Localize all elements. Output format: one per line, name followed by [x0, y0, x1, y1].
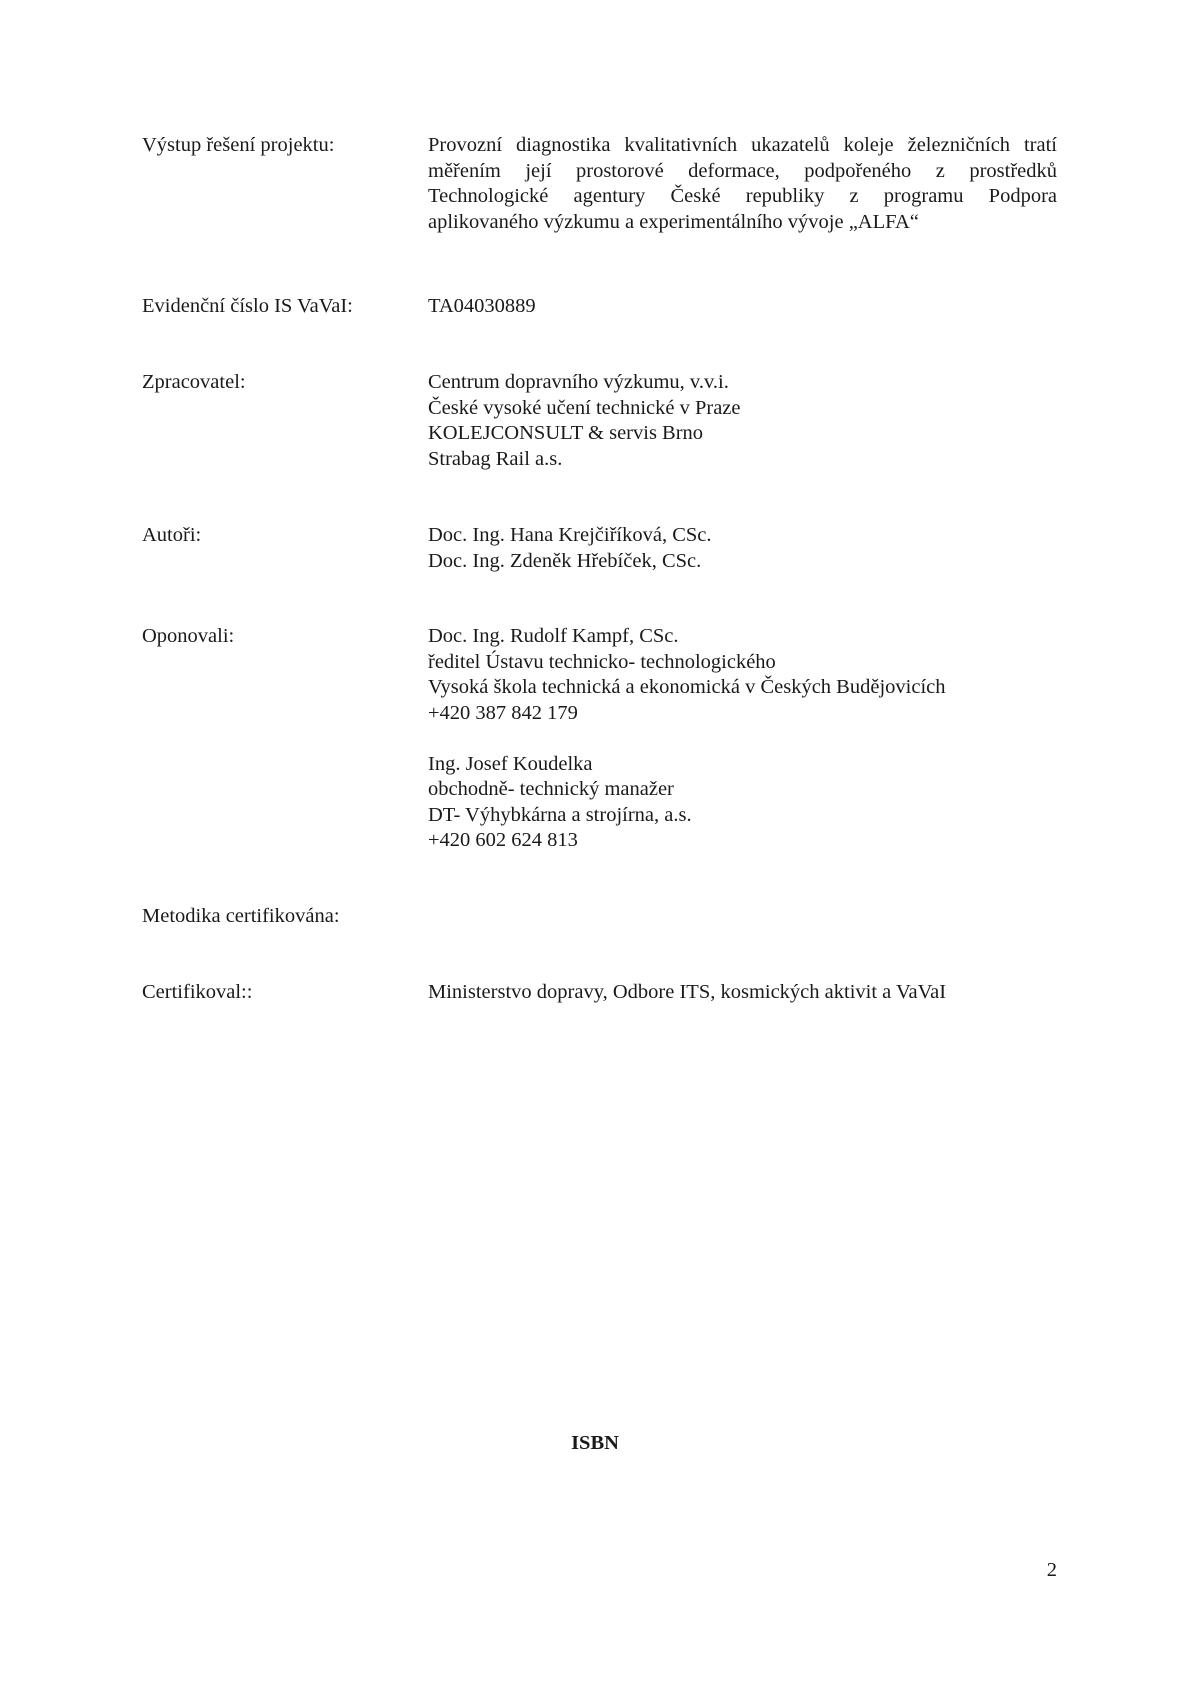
page-number: 2: [1046, 1559, 1057, 1581]
field-label: Oponovali:: [142, 625, 235, 647]
text-line: Doc. Ing. Zdeněk Hřebíček, CSc.: [428, 549, 702, 572]
field-value: [428, 370, 1057, 472]
field-label: Metodika certifikována:: [142, 905, 340, 927]
field-value: [428, 624, 1057, 854]
field-label: Evidenční číslo IS VaVaI:: [142, 295, 353, 317]
text-line: Doc. Ing. Rudolf Kampf, CSc.: [428, 625, 679, 647]
field-label: Certifikoval::: [142, 981, 253, 1003]
text-line: Provozní diagnostika kvalitativních ukazatelů koleje železničních tratí: [428, 134, 1057, 156]
text-line: +420 387 842 179: [428, 701, 578, 724]
text-line: +420 602 624 813: [428, 829, 578, 851]
field-value: [428, 980, 1057, 1006]
text-line: Technologické agentury České republiky z programu Podpora: [428, 185, 1057, 207]
text-line: Strabag Rail a.s.: [428, 447, 563, 470]
text-line: KOLEJCONSULT & servis Brno: [428, 422, 704, 444]
text-line: Centrum dopravního výzkumu, v.v.i.: [428, 371, 729, 393]
text-line: České vysoké učení technické v Praze: [428, 396, 741, 419]
text-line: obchodně- technický manažer: [428, 778, 674, 800]
field-label: Výstup řešení projektu:: [142, 134, 335, 156]
text-line: TA04030889: [428, 295, 536, 317]
text-line: měřením její prostorové deformace, podpořeného z prostředků: [428, 159, 1057, 182]
field-label: Zpracovatel:: [142, 371, 246, 393]
field-value: [428, 294, 1057, 320]
text-line: aplikovaného výzkumu a experimentálního vývoje „ALFA“: [428, 210, 919, 233]
text-line: Ministerstvo dopravy, Odbore ITS, kosmických aktivit a VaVaI: [428, 981, 947, 1003]
field-label: Autoři:: [142, 524, 202, 546]
text-line: Doc. Ing. Hana Krejčiříková, CSc.: [428, 524, 712, 546]
text-line: Vysoká škola technická a ekonomická v Českých Budějovicích: [428, 676, 946, 698]
text-line: ředitel Ústavu technicko- technologického: [428, 650, 776, 673]
field-value: [428, 523, 1057, 574]
text-line: Ing. Josef Koudelka: [428, 752, 593, 775]
spacer: [428, 726, 1057, 752]
field-value: [428, 133, 1057, 235]
isbn-heading: ISBN: [571, 1432, 619, 1454]
text-line: DT- Výhybkárna a strojírna, a.s.: [428, 803, 692, 826]
